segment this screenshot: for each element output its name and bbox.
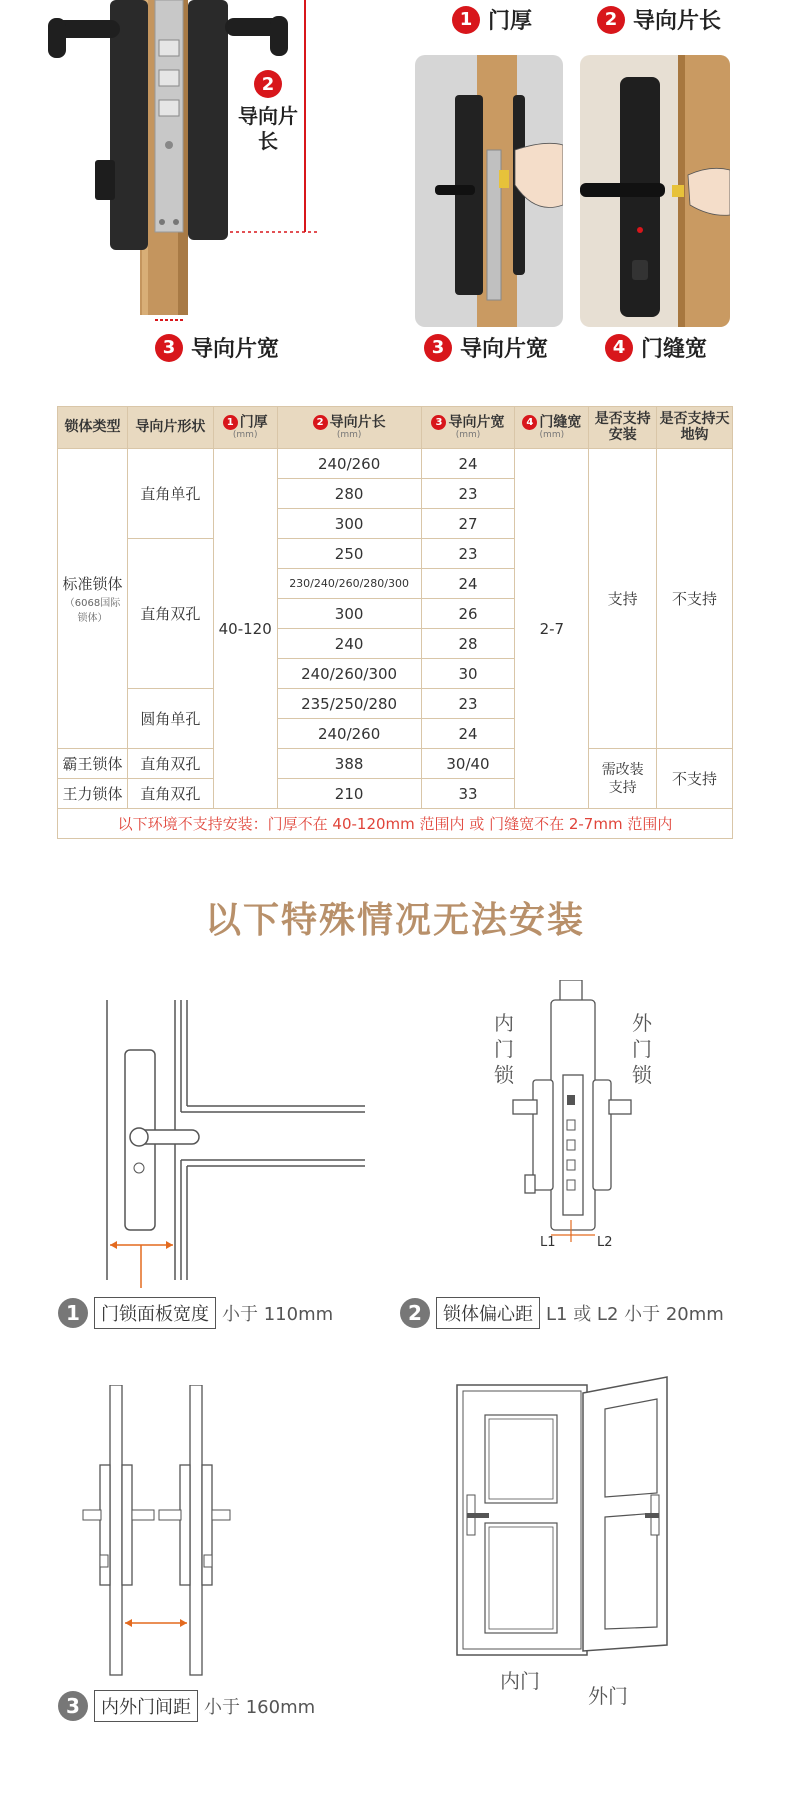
cell-length: 240/260: [277, 449, 421, 479]
header-thickness-label: 门厚: [239, 414, 268, 431]
cell-std-lock: [58, 449, 128, 749]
door-gap-illustration: [580, 55, 730, 327]
cell-width: 30/40: [421, 749, 515, 779]
outer-door-label: 外门: [588, 1684, 628, 1708]
case-1-caption: [58, 1297, 333, 1329]
cell-thickness: 40-120: [213, 449, 277, 809]
header-gap-label: 门缝宽: [539, 414, 582, 431]
unit-label: (mm): [336, 429, 362, 440]
number-badge: 1: [452, 6, 480, 34]
double-door-diagram: [455, 1375, 680, 1660]
cell-lock-type: 霸王锁体: [58, 749, 128, 779]
header-guide-length: [277, 407, 421, 449]
cell-length: 300: [277, 509, 421, 539]
header-support: 是否支持安装: [589, 407, 657, 449]
cell-length: 210: [277, 779, 421, 809]
photo-header-1: [452, 4, 532, 35]
compatibility-table: [57, 406, 733, 839]
number-badge: 1: [58, 1298, 88, 1328]
case-3-desc: 小于 160mm: [204, 1697, 316, 1718]
unit-label: (mm): [539, 429, 565, 440]
cell-shape: 圆角单孔: [127, 689, 213, 749]
number-badge: 4: [522, 415, 537, 430]
case-1-desc: 小于 110mm: [222, 1304, 334, 1325]
header-lock-type: 锁体类型: [58, 407, 128, 449]
photo-footer-4: [605, 332, 707, 363]
photo-header-2: [597, 4, 721, 35]
number-badge: 4: [605, 334, 633, 362]
number-badge: 3: [431, 415, 446, 430]
cell-shape: 直角单孔: [127, 449, 213, 539]
special-cases-heading: 以下特殊情况无法安装: [204, 900, 585, 941]
cell-length: 300: [277, 599, 421, 629]
door-thickness-illustration: [415, 55, 563, 327]
door-thickness-photo: [415, 55, 563, 327]
cell-support: 需改装支持: [589, 749, 657, 809]
header-thickness: [213, 407, 277, 449]
case-1-label: 门锁面板宽度: [94, 1297, 216, 1329]
table-note-row: [58, 809, 733, 839]
door-gap-photo: [580, 55, 730, 327]
table-header-row: [58, 407, 733, 449]
cell-hook: 不支持: [657, 749, 733, 809]
cell-width: 30: [421, 659, 515, 689]
guide-width-callout: [155, 332, 279, 363]
number-badge: 2: [400, 1298, 430, 1328]
cell-length: 250: [277, 539, 421, 569]
header-guide-shape: 导向片形状: [127, 407, 213, 449]
cell-gap: 2-7: [515, 449, 589, 809]
cell-width: 24: [421, 569, 515, 599]
l2-label: L2: [597, 1235, 613, 1250]
cell-width: 28: [421, 629, 515, 659]
header-gap: [515, 407, 589, 449]
case-3-label: 内外门间距: [94, 1690, 198, 1722]
table-note: 以下环境不支持安装：门厚不在 40-120mm 范围内 或 门缝宽不在 2-7mm 范围内: [58, 809, 733, 839]
cell-width: 24: [421, 719, 515, 749]
case-2-label: 锁体偏心距: [436, 1297, 540, 1329]
cell-width: 26: [421, 599, 515, 629]
cell-length: 240/260/300: [277, 659, 421, 689]
number-badge: 3: [155, 334, 183, 362]
cell-width: 23: [421, 479, 515, 509]
number-badge: 2: [597, 6, 625, 34]
case-2-caption: [400, 1297, 724, 1329]
guide-length-label: 导向片长: [238, 104, 298, 153]
photo-header-label: 门厚: [488, 9, 533, 34]
table-row: [58, 449, 733, 479]
cell-width: 27: [421, 509, 515, 539]
unit-label: (mm): [455, 429, 481, 440]
number-badge: 3: [424, 334, 452, 362]
case-2-desc: L1 或 L2 小于 20mm: [546, 1304, 724, 1325]
number-badge: 2: [313, 415, 328, 430]
cell-width: 23: [421, 689, 515, 719]
number-badge: 2: [254, 70, 282, 98]
offset-diagram: [505, 980, 645, 1250]
cell-width: 24: [421, 449, 515, 479]
cell-shape: 直角双孔: [127, 539, 213, 689]
cell-length: 230/240/260/280/300: [277, 569, 421, 599]
cell-width: 33: [421, 779, 515, 809]
photo-footer-label: 导向片宽: [460, 337, 549, 362]
cell-support: 支持: [589, 449, 657, 749]
lock-door-illustration: [0, 0, 400, 370]
case-3-caption: [58, 1690, 315, 1722]
cell-length: 388: [277, 749, 421, 779]
panel-width-diagram: [95, 1000, 375, 1290]
header-hook: 是否支持天地钩: [657, 407, 733, 449]
inner-door-label: 内门: [500, 1669, 540, 1693]
cell-shape: 直角双孔: [127, 749, 213, 779]
cell-length: 240: [277, 629, 421, 659]
std-lock-label: 标准锁体: [62, 575, 123, 593]
header-width-label: 导向片宽: [448, 414, 505, 431]
photo-header-label: 导向片长: [633, 9, 722, 34]
inner-lock-label: 内门锁: [494, 1011, 514, 1087]
cell-lock-type: 王力锁体: [58, 779, 128, 809]
number-badge: 3: [58, 1691, 88, 1721]
std-lock-sub: （6068国际锁体）: [64, 598, 121, 624]
header-length-label: 导向片长: [329, 414, 386, 431]
outer-lock-label: 外门锁: [632, 1011, 652, 1087]
cell-length: 235/250/280: [277, 689, 421, 719]
l1-label: L1: [540, 1235, 556, 1250]
guide-length-callout: [254, 70, 282, 98]
photo-footer-3: [424, 332, 548, 363]
photo-footer-label: 门缝宽: [641, 337, 708, 362]
cell-length: 280: [277, 479, 421, 509]
table-row: [58, 749, 733, 779]
cell-length: 240/260: [277, 719, 421, 749]
cell-width: 23: [421, 539, 515, 569]
header-guide-width: [421, 407, 515, 449]
number-badge: 1: [223, 415, 238, 430]
cell-shape: 直角双孔: [127, 779, 213, 809]
guide-width-label: 导向片宽: [191, 337, 280, 362]
door-spacing-diagram: [75, 1385, 255, 1685]
cell-hook: 不支持: [657, 449, 733, 749]
lock-diagram-left: [0, 0, 400, 370]
unit-label: (mm): [232, 429, 258, 440]
